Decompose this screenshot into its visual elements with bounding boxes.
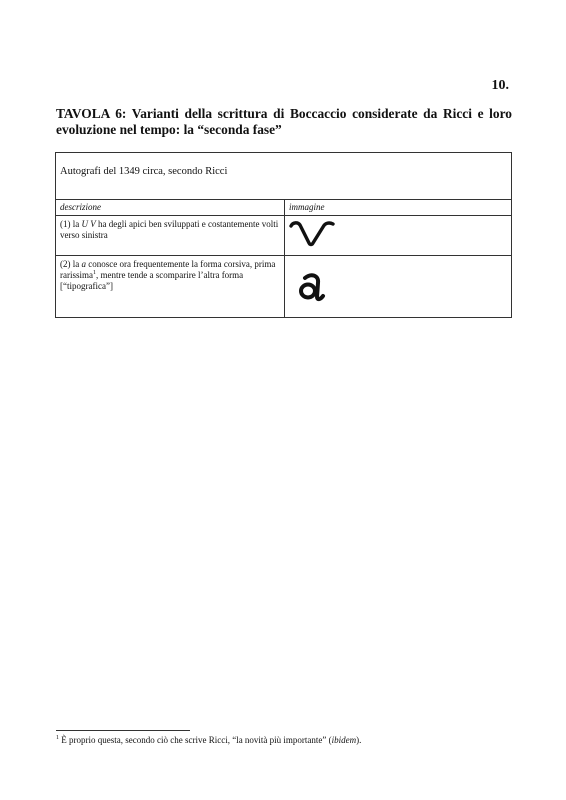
column-header-descrizione: descrizione — [56, 200, 285, 216]
desc-emphasis: U V — [81, 219, 96, 229]
footnote-divider — [56, 730, 190, 731]
row-image — [285, 216, 512, 256]
footnote-text: È proprio questa, secondo ciò che scrive Ricci, “la novità più importante” ( — [59, 735, 332, 745]
page-number: 10. — [491, 78, 509, 93]
footnote — [56, 735, 361, 745]
desc-text: conosce ora frequentemente la forma corsiva, prima rarissima — [60, 259, 276, 280]
table-title: TAVOLA 6: Varianti della scrittura di Boccaccio considerate da Ricci e loro evoluzione nel tempo: la “seconda fase” — [56, 106, 512, 137]
row-description — [56, 216, 285, 256]
table-caption: Autografi del 1349 circa, secondo Ricci — [56, 153, 512, 200]
row-description — [56, 256, 285, 318]
desc-text: (2) la — [60, 259, 82, 269]
row-image — [285, 256, 512, 318]
desc-text: (1) la — [60, 219, 82, 229]
desc-text: , mentre tende a scomparire l’altra forma [“tipografica”] — [60, 270, 244, 291]
footnote-mark: 1 — [56, 735, 59, 741]
table-row — [56, 256, 512, 318]
a-letterform-image — [289, 259, 339, 311]
variants-table — [55, 152, 512, 318]
v-letterform-image — [289, 219, 339, 249]
desc-text: ha degli apici ben sviluppati e costantemente volti verso sinistra — [60, 219, 279, 240]
column-header-immagine: immagine — [285, 200, 512, 216]
footnote-reference: 1 — [93, 270, 96, 276]
table-row — [56, 216, 512, 256]
footnote-text: ). — [356, 735, 362, 745]
footnote-emphasis: ibidem — [331, 735, 357, 745]
desc-emphasis: a — [81, 259, 86, 269]
